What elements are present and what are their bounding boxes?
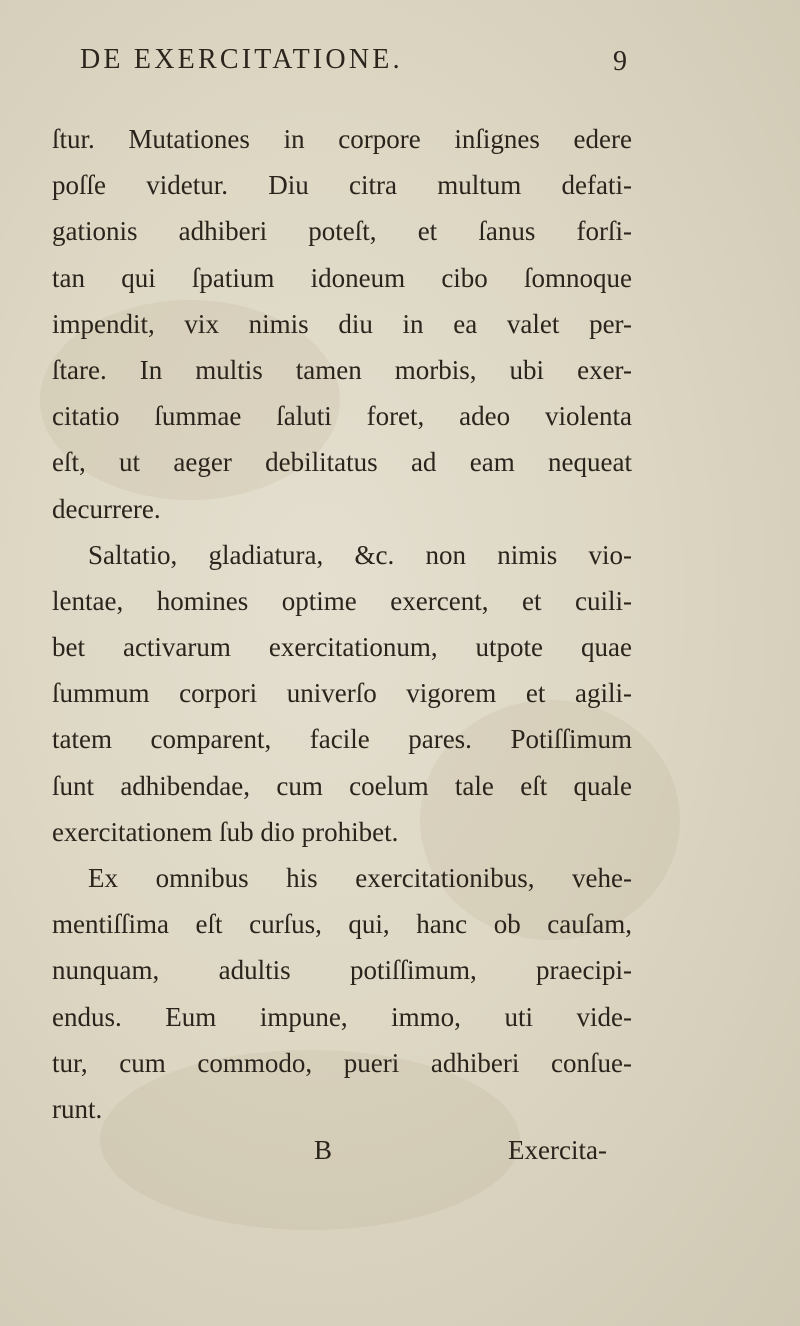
text-line: gationis adhiberi poteſt, et ſanus forſi- bbox=[52, 216, 632, 247]
page-footer bbox=[0, 1135, 800, 1175]
text-line: citatio ſummae ſaluti foret, adeo violenta bbox=[52, 401, 632, 432]
page-header bbox=[80, 44, 640, 84]
text-line: impendit, vix nimis diu in ea valet per- bbox=[52, 308, 632, 339]
page-number: 9 bbox=[613, 46, 627, 77]
text-line: ſunt adhibendae, cum coelum tale eſt quale bbox=[52, 770, 632, 801]
catchword: Exercita- bbox=[508, 1135, 607, 1165]
text-line: nunquam, adultis potiſſimum, praecipi- bbox=[52, 955, 632, 986]
text-line: ſtare. In multis tamen morbis, ubi exer- bbox=[52, 354, 632, 385]
paragraph-start-line: Ex omnibus his exercitationibus, vehe- bbox=[88, 863, 632, 893]
text-line: tur, cum commodo, pueri adhiberi conſue- bbox=[52, 1047, 632, 1078]
text-line: tan qui ſpatium idoneum cibo ſomnoque bbox=[52, 262, 632, 293]
text-line: eſt, ut aeger debilitatus ad eam nequeat bbox=[52, 447, 632, 478]
text-line: mentiſſima eſt curſus, qui, hanc ob cauſam, bbox=[52, 909, 632, 940]
text-line: decurrere. bbox=[52, 493, 161, 524]
text-line: lentae, homines optime exercent, et cuili- bbox=[52, 585, 632, 616]
text-line: runt. bbox=[52, 1093, 103, 1124]
text-line: poſſe videtur. Diu citra multum defati- bbox=[52, 170, 632, 201]
text-line: tatem comparent, facile pares. Potiſſimum bbox=[52, 724, 632, 755]
text-line: exercitationem ſub dio prohibet. bbox=[52, 816, 399, 847]
text-line: ſtur. Mutationes in corpore inſignes edere bbox=[52, 124, 632, 154]
body-text bbox=[52, 116, 632, 1132]
signature-mark: B bbox=[314, 1135, 333, 1165]
text-line: endus. Eum impune, immo, uti vide- bbox=[52, 1001, 632, 1032]
text-line: ſummum corpori univerſo vigorem et agili- bbox=[52, 678, 632, 709]
text-line: bet activarum exercitationum, utpote quae bbox=[52, 632, 632, 663]
running-title: DE EXERCITATIONE. bbox=[80, 44, 403, 75]
paragraph-start-line: Saltatio, gladiatura, &c. non nimis vio- bbox=[88, 539, 632, 570]
